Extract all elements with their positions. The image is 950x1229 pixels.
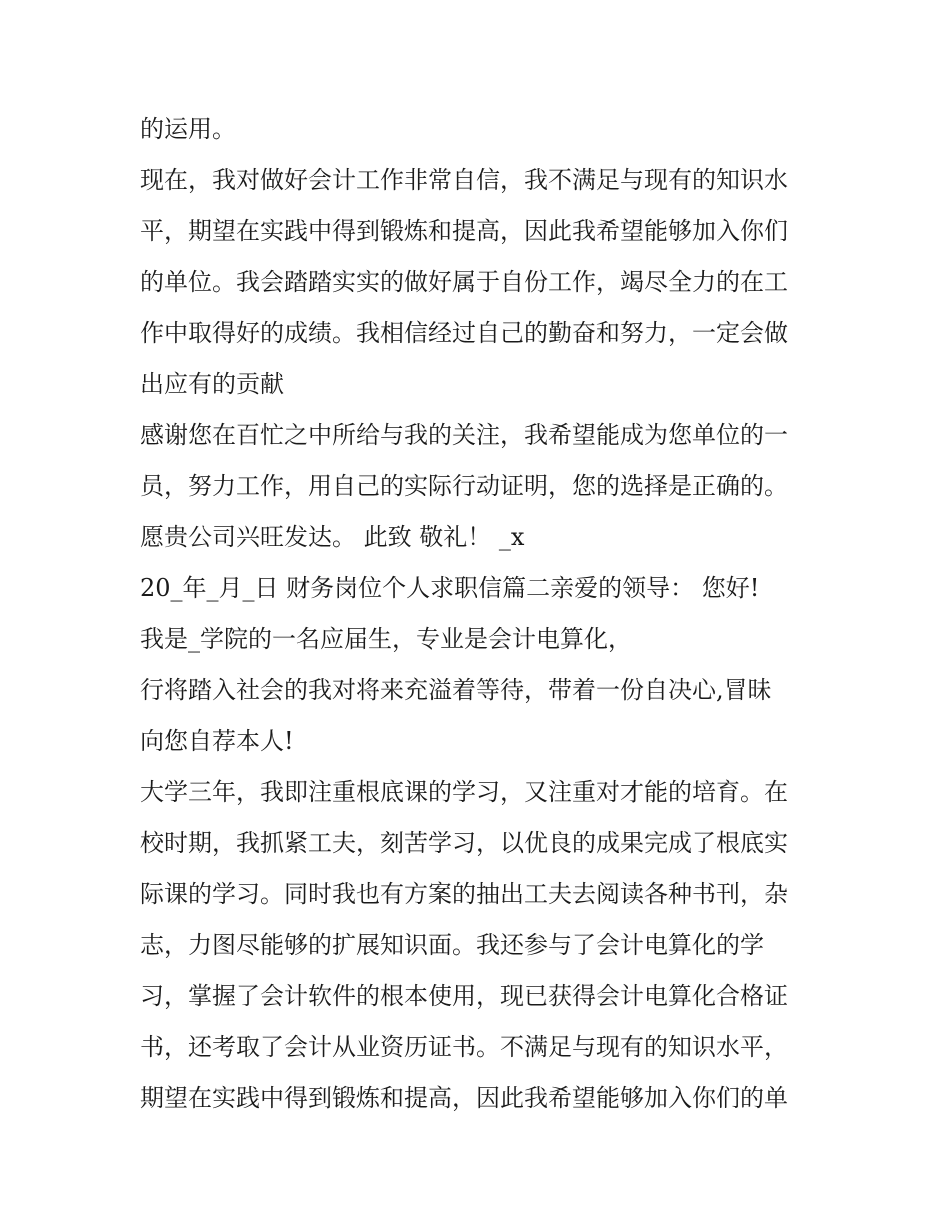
text-line: 出应有的贡献 — [140, 370, 284, 398]
text-line: 感谢您在百忙之中所给与我的关注，我希望能成为您单位的一 — [140, 421, 788, 449]
text-line: 际课的学习。同时我也有方案的抽出工夫去阅读各种书刊，杂 — [140, 880, 788, 908]
text-line: 向您自荐本人! — [140, 727, 294, 755]
text-line: 行将踏入社会的我对将来充溢着等待，带着一份自决心,冒昧 — [140, 676, 772, 704]
text-line: 愿贵公司兴旺发达。 此致 敬礼！ _x — [140, 523, 525, 551]
text-line: 我是_学院的一名应届生，专业是会计电算化， — [140, 625, 632, 653]
text-line: 现在，我对做好会计工作非常自信，我不满足与现有的知识水 — [140, 166, 788, 194]
letter-body — [140, 104, 830, 1124]
text-line: 期望在实践中得到锻炼和提高，因此我希望能够加入你们的单 — [140, 1084, 788, 1112]
text-line: 大学三年，我即注重根底课的学习，又注重对才能的培育。在 — [140, 778, 788, 806]
text-line: 校时期，我抓紧工夫，刻苦学习，以优良的成果完成了根底实 — [140, 829, 788, 857]
text-line: 习，掌握了会计软件的根本使用，现已获得会计电算化合格证 — [140, 982, 788, 1010]
text-line: 志，力图尽能够的扩展知识面。我还参与了会计电算化的学 — [140, 931, 764, 959]
text-line: 平，期望在实践中得到锻炼和提高，因此我希望能够加入你们 — [140, 217, 788, 245]
text-line: 员，努力工作，用自己的实际行动证明，您的选择是正确的。 — [140, 472, 788, 500]
text-line: 20_年_月_日 财务岗位个人求职信篇二亲爱的领导： 您好! — [140, 574, 760, 602]
text-line: 的运用。 — [140, 115, 236, 143]
text-line: 作中取得好的成绩。我相信经过自己的勤奋和努力，一定会做 — [140, 319, 788, 347]
text-line: 的单位。我会踏踏实实的做好属于自份工作，竭尽全力的在工 — [140, 268, 788, 296]
text-line: 书，还考取了会计从业资历证书。不满足与现有的知识水平， — [140, 1033, 788, 1061]
